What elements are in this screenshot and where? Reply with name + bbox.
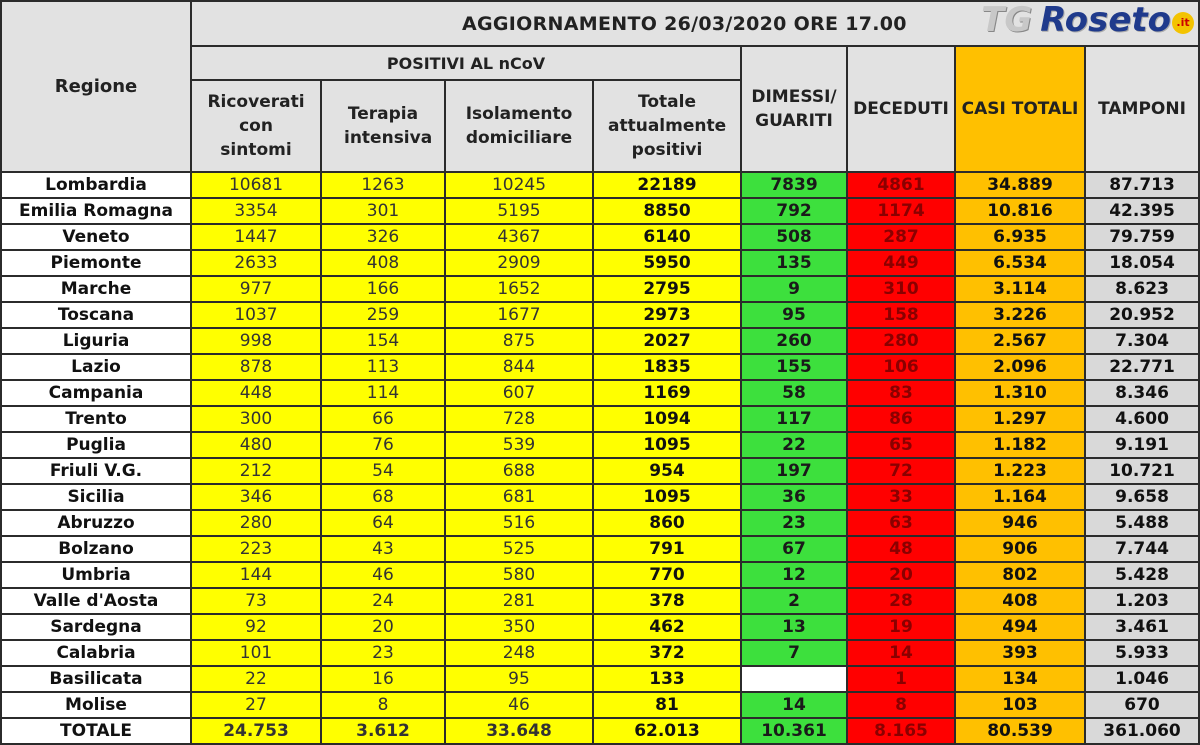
tamponi-cell: 42.395	[1085, 198, 1199, 224]
region-name: Molise	[1, 692, 191, 718]
ricoverati-cell: 144	[191, 562, 321, 588]
table-row	[1, 198, 1199, 224]
totale-positivi-cell: 462	[593, 614, 741, 640]
dimessi-cell: 23	[741, 510, 847, 536]
table-row	[1, 406, 1199, 432]
table-row	[1, 666, 1199, 692]
isolamento-cell: 681	[445, 484, 593, 510]
table-row	[1, 640, 1199, 666]
tamponi-cell: 8.346	[1085, 380, 1199, 406]
isolamento-cell: 728	[445, 406, 593, 432]
logo-text-tg: TG	[981, 0, 1033, 40]
casi-totali-cell: 2.567	[955, 328, 1085, 354]
region-name: Sardegna	[1, 614, 191, 640]
region-name: Marche	[1, 276, 191, 302]
region-name: Emilia Romagna	[1, 198, 191, 224]
tamponi-cell: 20.952	[1085, 302, 1199, 328]
total-casi-totali-cell: 80.539	[955, 718, 1085, 744]
header-regione: Regione	[1, 1, 191, 172]
region-name: Liguria	[1, 328, 191, 354]
totale-positivi-cell: 860	[593, 510, 741, 536]
totale-positivi-cell: 22189	[593, 172, 741, 198]
tamponi-cell: 9.658	[1085, 484, 1199, 510]
logo-badge: .it	[1172, 12, 1194, 34]
tamponi-cell: 9.191	[1085, 432, 1199, 458]
terapia-cell: 43	[321, 536, 445, 562]
deceduti-cell: 287	[847, 224, 955, 250]
casi-totali-cell: 1.310	[955, 380, 1085, 406]
isolamento-cell: 607	[445, 380, 593, 406]
deceduti-cell: 28	[847, 588, 955, 614]
isolamento-cell: 2909	[445, 250, 593, 276]
casi-totali-cell: 494	[955, 614, 1085, 640]
terapia-cell: 16	[321, 666, 445, 692]
table-row	[1, 562, 1199, 588]
casi-totali-cell: 393	[955, 640, 1085, 666]
casi-totali-cell: 10.816	[955, 198, 1085, 224]
table-row	[1, 380, 1199, 406]
deceduti-cell: 158	[847, 302, 955, 328]
ricoverati-cell: 280	[191, 510, 321, 536]
totale-positivi-cell: 770	[593, 562, 741, 588]
terapia-cell: 64	[321, 510, 445, 536]
deceduti-cell: 8	[847, 692, 955, 718]
table-row	[1, 276, 1199, 302]
dimessi-cell: 14	[741, 692, 847, 718]
total-isolamento-cell: 33.648	[445, 718, 593, 744]
isolamento-cell: 1677	[445, 302, 593, 328]
header-positivi: POSITIVI AL nCoV	[191, 46, 741, 80]
totale-positivi-cell: 954	[593, 458, 741, 484]
region-name: Lazio	[1, 354, 191, 380]
table-row	[1, 432, 1199, 458]
table-row	[1, 588, 1199, 614]
region-name: Basilicata	[1, 666, 191, 692]
terapia-cell: 66	[321, 406, 445, 432]
logo-text-roseto: Roseto	[1040, 0, 1171, 40]
casi-totali-cell: 802	[955, 562, 1085, 588]
deceduti-cell: 1	[847, 666, 955, 692]
casi-totali-cell: 1.223	[955, 458, 1085, 484]
dimessi-cell: 155	[741, 354, 847, 380]
dimessi-cell: 13	[741, 614, 847, 640]
region-name: Toscana	[1, 302, 191, 328]
dimessi-cell: 135	[741, 250, 847, 276]
totale-positivi-cell: 2795	[593, 276, 741, 302]
tamponi-cell: 3.461	[1085, 614, 1199, 640]
dimessi-cell: 95	[741, 302, 847, 328]
deceduti-cell: 20	[847, 562, 955, 588]
table-row	[1, 224, 1199, 250]
terapia-cell: 114	[321, 380, 445, 406]
deceduti-cell: 63	[847, 510, 955, 536]
header-ricoverati: Ricoverati con sintomi	[191, 80, 321, 172]
terapia-cell: 1263	[321, 172, 445, 198]
dimessi-cell: 792	[741, 198, 847, 224]
dimessi-cell: 260	[741, 328, 847, 354]
isolamento-cell: 688	[445, 458, 593, 484]
totale-positivi-cell: 1169	[593, 380, 741, 406]
deceduti-cell: 106	[847, 354, 955, 380]
totale-positivi-cell: 2027	[593, 328, 741, 354]
terapia-cell: 326	[321, 224, 445, 250]
table-row	[1, 692, 1199, 718]
terapia-cell: 408	[321, 250, 445, 276]
table-row	[1, 328, 1199, 354]
terapia-cell: 54	[321, 458, 445, 484]
ricoverati-cell: 101	[191, 640, 321, 666]
totale-positivi-cell: 1095	[593, 484, 741, 510]
region-name: Calabria	[1, 640, 191, 666]
totals-label: TOTALE	[1, 718, 191, 744]
totale-positivi-cell: 1095	[593, 432, 741, 458]
region-name: Lombardia	[1, 172, 191, 198]
tamponi-cell: 87.713	[1085, 172, 1199, 198]
totale-positivi-cell: 6140	[593, 224, 741, 250]
totale-positivi-cell: 378	[593, 588, 741, 614]
totale-positivi-cell: 5950	[593, 250, 741, 276]
total-ricoverati-cell: 24.753	[191, 718, 321, 744]
isolamento-cell: 580	[445, 562, 593, 588]
isolamento-cell: 1652	[445, 276, 593, 302]
ricoverati-cell: 2633	[191, 250, 321, 276]
region-name: Piemonte	[1, 250, 191, 276]
tamponi-cell: 5.428	[1085, 562, 1199, 588]
deceduti-cell: 449	[847, 250, 955, 276]
table-row	[1, 458, 1199, 484]
dimessi-cell: 36	[741, 484, 847, 510]
table-row	[1, 510, 1199, 536]
table-row	[1, 250, 1199, 276]
terapia-cell: 68	[321, 484, 445, 510]
ricoverati-cell: 300	[191, 406, 321, 432]
total-totale-positivi-cell: 62.013	[593, 718, 741, 744]
header-tamponi: TAMPONI	[1085, 46, 1199, 172]
table-row	[1, 484, 1199, 510]
totals-row	[1, 718, 1199, 744]
casi-totali-cell: 3.226	[955, 302, 1085, 328]
casi-totali-cell: 2.096	[955, 354, 1085, 380]
region-name: Umbria	[1, 562, 191, 588]
isolamento-cell: 516	[445, 510, 593, 536]
isolamento-cell: 248	[445, 640, 593, 666]
deceduti-cell: 19	[847, 614, 955, 640]
isolamento-cell: 4367	[445, 224, 593, 250]
deceduti-cell: 280	[847, 328, 955, 354]
totale-positivi-cell: 791	[593, 536, 741, 562]
tamponi-cell: 8.623	[1085, 276, 1199, 302]
terapia-cell: 166	[321, 276, 445, 302]
header-isolamento: Isolamento domiciliare	[445, 80, 593, 172]
casi-totali-cell: 103	[955, 692, 1085, 718]
casi-totali-cell: 3.114	[955, 276, 1085, 302]
isolamento-cell: 10245	[445, 172, 593, 198]
ricoverati-cell: 480	[191, 432, 321, 458]
ricoverati-cell: 998	[191, 328, 321, 354]
header-deceduti: DECEDUTI	[847, 46, 955, 172]
region-name: Abruzzo	[1, 510, 191, 536]
ricoverati-cell: 10681	[191, 172, 321, 198]
deceduti-cell: 4861	[847, 172, 955, 198]
casi-totali-cell: 34.889	[955, 172, 1085, 198]
total-deceduti-cell: 8.165	[847, 718, 955, 744]
deceduti-cell: 65	[847, 432, 955, 458]
dimessi-cell: 22	[741, 432, 847, 458]
deceduti-cell: 86	[847, 406, 955, 432]
tamponi-cell: 1.203	[1085, 588, 1199, 614]
tamponi-cell: 7.304	[1085, 328, 1199, 354]
totale-positivi-cell: 372	[593, 640, 741, 666]
dimessi-cell: 67	[741, 536, 847, 562]
dimessi-cell: 197	[741, 458, 847, 484]
region-name: Campania	[1, 380, 191, 406]
casi-totali-cell: 6.534	[955, 250, 1085, 276]
terapia-cell: 20	[321, 614, 445, 640]
isolamento-cell: 525	[445, 536, 593, 562]
table-row	[1, 614, 1199, 640]
terapia-cell: 301	[321, 198, 445, 224]
isolamento-cell: 5195	[445, 198, 593, 224]
dimessi-cell: 508	[741, 224, 847, 250]
casi-totali-cell: 1.182	[955, 432, 1085, 458]
tamponi-cell: 5.933	[1085, 640, 1199, 666]
region-name: Bolzano	[1, 536, 191, 562]
isolamento-cell: 281	[445, 588, 593, 614]
tamponi-cell: 1.046	[1085, 666, 1199, 692]
tgroseto-logo	[981, 0, 1194, 40]
totale-positivi-cell: 1835	[593, 354, 741, 380]
ricoverati-cell: 22	[191, 666, 321, 692]
ricoverati-cell: 27	[191, 692, 321, 718]
dimessi-cell: 58	[741, 380, 847, 406]
isolamento-cell: 875	[445, 328, 593, 354]
dimessi-cell: 9	[741, 276, 847, 302]
region-name: Sicilia	[1, 484, 191, 510]
terapia-cell: 8	[321, 692, 445, 718]
total-tamponi-cell: 361.060	[1085, 718, 1199, 744]
region-name: Friuli V.G.	[1, 458, 191, 484]
terapia-cell: 113	[321, 354, 445, 380]
tamponi-cell: 18.054	[1085, 250, 1199, 276]
region-name: Puglia	[1, 432, 191, 458]
isolamento-cell: 350	[445, 614, 593, 640]
deceduti-cell: 310	[847, 276, 955, 302]
terapia-cell: 24	[321, 588, 445, 614]
page-title: AGGIORNAMENTO 26/03/2020 ORE 17.00	[191, 1, 1199, 46]
header-casi-totali: CASI TOTALI	[955, 46, 1085, 172]
casi-totali-cell: 408	[955, 588, 1085, 614]
tamponi-cell: 7.744	[1085, 536, 1199, 562]
table-row	[1, 536, 1199, 562]
region-name: Valle d'Aosta	[1, 588, 191, 614]
deceduti-cell: 48	[847, 536, 955, 562]
casi-totali-cell: 946	[955, 510, 1085, 536]
header-totale-positivi: Totale attualmente positivi	[593, 80, 741, 172]
header-terapia: Terapia intensiva	[321, 80, 445, 172]
ricoverati-cell: 73	[191, 588, 321, 614]
dimessi-cell	[741, 666, 847, 692]
tamponi-cell: 5.488	[1085, 510, 1199, 536]
totale-positivi-cell: 1094	[593, 406, 741, 432]
tamponi-cell: 10.721	[1085, 458, 1199, 484]
deceduti-cell: 72	[847, 458, 955, 484]
region-name: Veneto	[1, 224, 191, 250]
tamponi-cell: 670	[1085, 692, 1199, 718]
table-row	[1, 302, 1199, 328]
table-body	[1, 172, 1199, 744]
isolamento-cell: 46	[445, 692, 593, 718]
deceduti-cell: 14	[847, 640, 955, 666]
deceduti-cell: 83	[847, 380, 955, 406]
ricoverati-cell: 212	[191, 458, 321, 484]
totale-positivi-cell: 8850	[593, 198, 741, 224]
casi-totali-cell: 1.297	[955, 406, 1085, 432]
casi-totali-cell: 906	[955, 536, 1085, 562]
ricoverati-cell: 92	[191, 614, 321, 640]
deceduti-cell: 33	[847, 484, 955, 510]
casi-totali-cell: 1.164	[955, 484, 1085, 510]
ricoverati-cell: 1037	[191, 302, 321, 328]
terapia-cell: 76	[321, 432, 445, 458]
ricoverati-cell: 977	[191, 276, 321, 302]
dimessi-cell: 2	[741, 588, 847, 614]
tamponi-cell: 22.771	[1085, 354, 1199, 380]
totale-positivi-cell: 2973	[593, 302, 741, 328]
casi-totali-cell: 134	[955, 666, 1085, 692]
ricoverati-cell: 3354	[191, 198, 321, 224]
terapia-cell: 46	[321, 562, 445, 588]
isolamento-cell: 539	[445, 432, 593, 458]
region-name: Trento	[1, 406, 191, 432]
total-dimessi-cell: 10.361	[741, 718, 847, 744]
dimessi-cell: 12	[741, 562, 847, 588]
ricoverati-cell: 448	[191, 380, 321, 406]
terapia-cell: 154	[321, 328, 445, 354]
casi-totali-cell: 6.935	[955, 224, 1085, 250]
isolamento-cell: 844	[445, 354, 593, 380]
dimessi-cell: 7	[741, 640, 847, 666]
terapia-cell: 23	[321, 640, 445, 666]
totale-positivi-cell: 133	[593, 666, 741, 692]
deceduti-cell: 1174	[847, 198, 955, 224]
tamponi-cell: 79.759	[1085, 224, 1199, 250]
tamponi-cell: 4.600	[1085, 406, 1199, 432]
ricoverati-cell: 878	[191, 354, 321, 380]
terapia-cell: 259	[321, 302, 445, 328]
table-row	[1, 172, 1199, 198]
total-terapia-cell: 3.612	[321, 718, 445, 744]
table-row	[1, 354, 1199, 380]
ricoverati-cell: 223	[191, 536, 321, 562]
dimessi-cell: 117	[741, 406, 847, 432]
dimessi-cell: 7839	[741, 172, 847, 198]
ricoverati-cell: 346	[191, 484, 321, 510]
totale-positivi-cell: 81	[593, 692, 741, 718]
ricoverati-cell: 1447	[191, 224, 321, 250]
isolamento-cell: 95	[445, 666, 593, 692]
header-dimessi: DIMESSI/ GUARITI	[741, 46, 847, 172]
